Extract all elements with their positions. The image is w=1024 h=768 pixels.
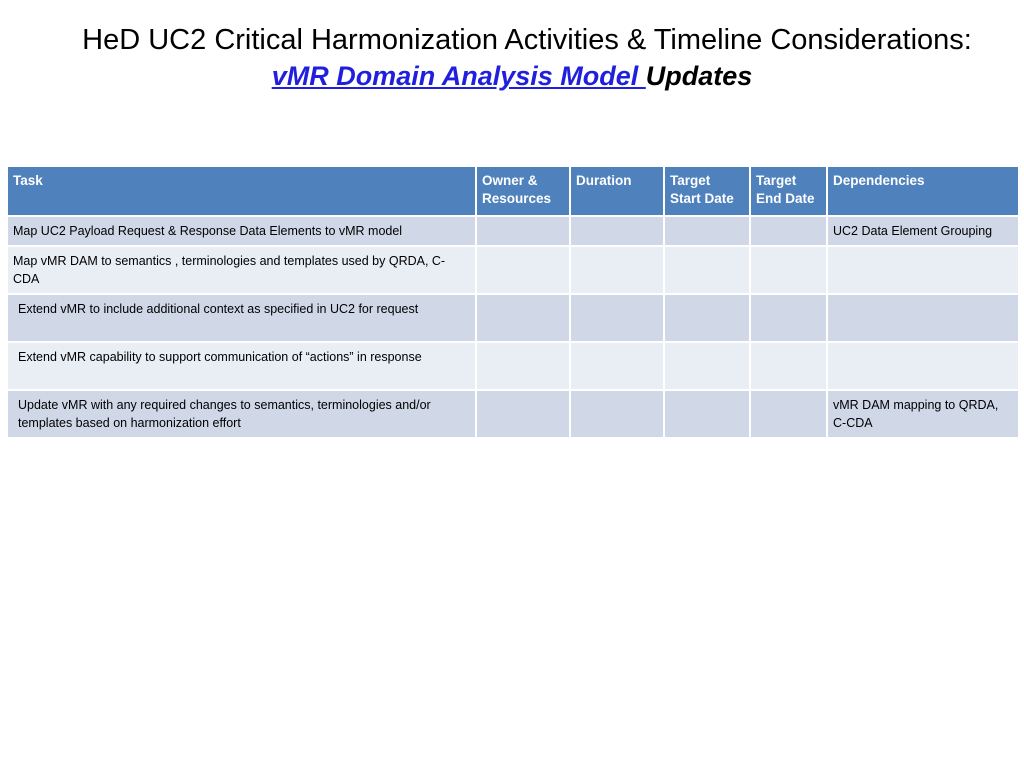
table-row: [7, 342, 1019, 390]
table-row: [7, 216, 1019, 246]
duration-cell: [570, 294, 664, 342]
table-row: [7, 246, 1019, 294]
header-dependencies: Dependencies: [827, 166, 1019, 216]
header-owner: Owner & Resources: [476, 166, 570, 216]
end-cell: [750, 390, 827, 438]
owner-cell: [476, 342, 570, 390]
header-start-date: Target Start Date: [664, 166, 750, 216]
slide-title: [0, 22, 1024, 94]
task-table: [6, 165, 1020, 439]
owner-cell: [476, 216, 570, 246]
dependencies-cell: vMR DAM mapping to QRDA, C-CDA: [827, 390, 1019, 438]
owner-cell: [476, 390, 570, 438]
table-row: [7, 294, 1019, 342]
task-cell: Extend vMR to include additional context as specified in UC2 for request: [7, 294, 476, 342]
task-cell: Map UC2 Payload Request & Response Data Elements to vMR model: [7, 216, 476, 246]
header-duration: Duration: [570, 166, 664, 216]
title-link[interactable]: vMR Domain Analysis Model: [271, 61, 646, 91]
start-cell: [664, 342, 750, 390]
duration-cell: [570, 216, 664, 246]
end-cell: [750, 294, 827, 342]
end-cell: [750, 216, 827, 246]
duration-cell: [570, 246, 664, 294]
task-cell: Extend vMR capability to support communication of “actions” in response: [7, 342, 476, 390]
start-cell: [664, 216, 750, 246]
duration-cell: [570, 342, 664, 390]
header-task: Task: [7, 166, 476, 216]
end-cell: [750, 246, 827, 294]
start-cell: [664, 294, 750, 342]
title-line-2: [0, 58, 1024, 94]
title-line-1: HeD UC2 Critical Harmonization Activities & Timeline Considerations:: [82, 24, 972, 56]
dependencies-cell: [827, 294, 1019, 342]
owner-cell: [476, 294, 570, 342]
header-end-date: Target End Date: [750, 166, 827, 216]
dependencies-cell: [827, 246, 1019, 294]
title-suffix: Updates: [645, 61, 753, 91]
task-cell: Update vMR with any required changes to semantics, terminologies and/or templates based on harmonization effort: [7, 390, 476, 438]
start-cell: [664, 246, 750, 294]
duration-cell: [570, 390, 664, 438]
dependencies-cell: UC2 Data Element Grouping: [827, 216, 1019, 246]
dependencies-cell: [827, 342, 1019, 390]
start-cell: [664, 390, 750, 438]
owner-cell: [476, 246, 570, 294]
table-row: [7, 390, 1019, 438]
table-header-row: [7, 166, 1019, 216]
task-cell: Map vMR DAM to semantics , terminologies and templates used by QRDA, C-CDA: [7, 246, 476, 294]
end-cell: [750, 342, 827, 390]
